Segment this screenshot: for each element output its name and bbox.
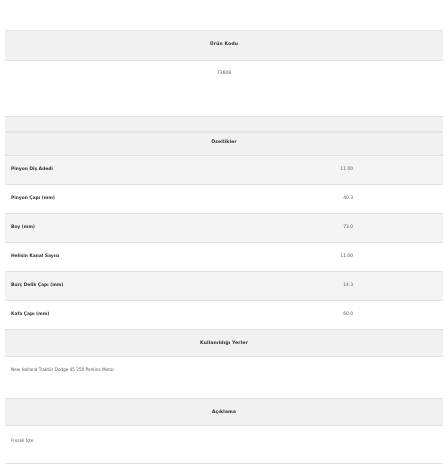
feature-value: 14.3 xyxy=(343,283,353,288)
feature-row xyxy=(5,301,443,330)
feature-value: 60.0 xyxy=(343,312,353,317)
feature-value: 73.0 xyxy=(343,225,353,230)
feature-row xyxy=(5,272,443,301)
product-code-header-row xyxy=(5,30,443,61)
feature-label: Boy (mm) xyxy=(11,225,35,230)
feature-label: Pinyon Çapı (mm) xyxy=(11,196,55,201)
feature-label: Pinyon Diş Adedi xyxy=(11,167,53,172)
description-header-row xyxy=(5,399,443,426)
description-row xyxy=(5,426,443,464)
feature-value: 40.3 xyxy=(343,196,353,201)
feature-row xyxy=(5,243,443,272)
product-spec-table xyxy=(5,30,443,464)
features-header: Özellikler xyxy=(211,140,237,145)
feature-value: 11.00 xyxy=(340,254,353,259)
usage-header-row xyxy=(5,330,443,357)
product-code-value: 73608 xyxy=(217,71,231,76)
feature-label: Burç Delik Çapı (mm) xyxy=(11,283,64,288)
features-header-row xyxy=(5,132,443,156)
feature-value: 11.00 xyxy=(340,167,353,172)
description-text: Frezeli İçte xyxy=(11,438,34,443)
feature-row xyxy=(5,214,443,243)
spacer-row xyxy=(5,117,443,132)
usage-header: Kullanıldığı Yerler xyxy=(200,341,248,346)
usage-text: New Holland Traktör Dodge 45 250 Perkins Motor xyxy=(11,367,115,372)
feature-row xyxy=(5,185,443,214)
feature-label: Helisin Kanal Sayısı xyxy=(11,254,60,259)
description-header: Açıklama xyxy=(211,410,237,415)
product-code-row xyxy=(5,61,443,117)
feature-label: Kafa Çapı (mm) xyxy=(11,312,50,317)
usage-row xyxy=(5,357,443,399)
feature-row xyxy=(5,156,443,185)
product-code-header: Ürün Kodu xyxy=(209,42,239,47)
